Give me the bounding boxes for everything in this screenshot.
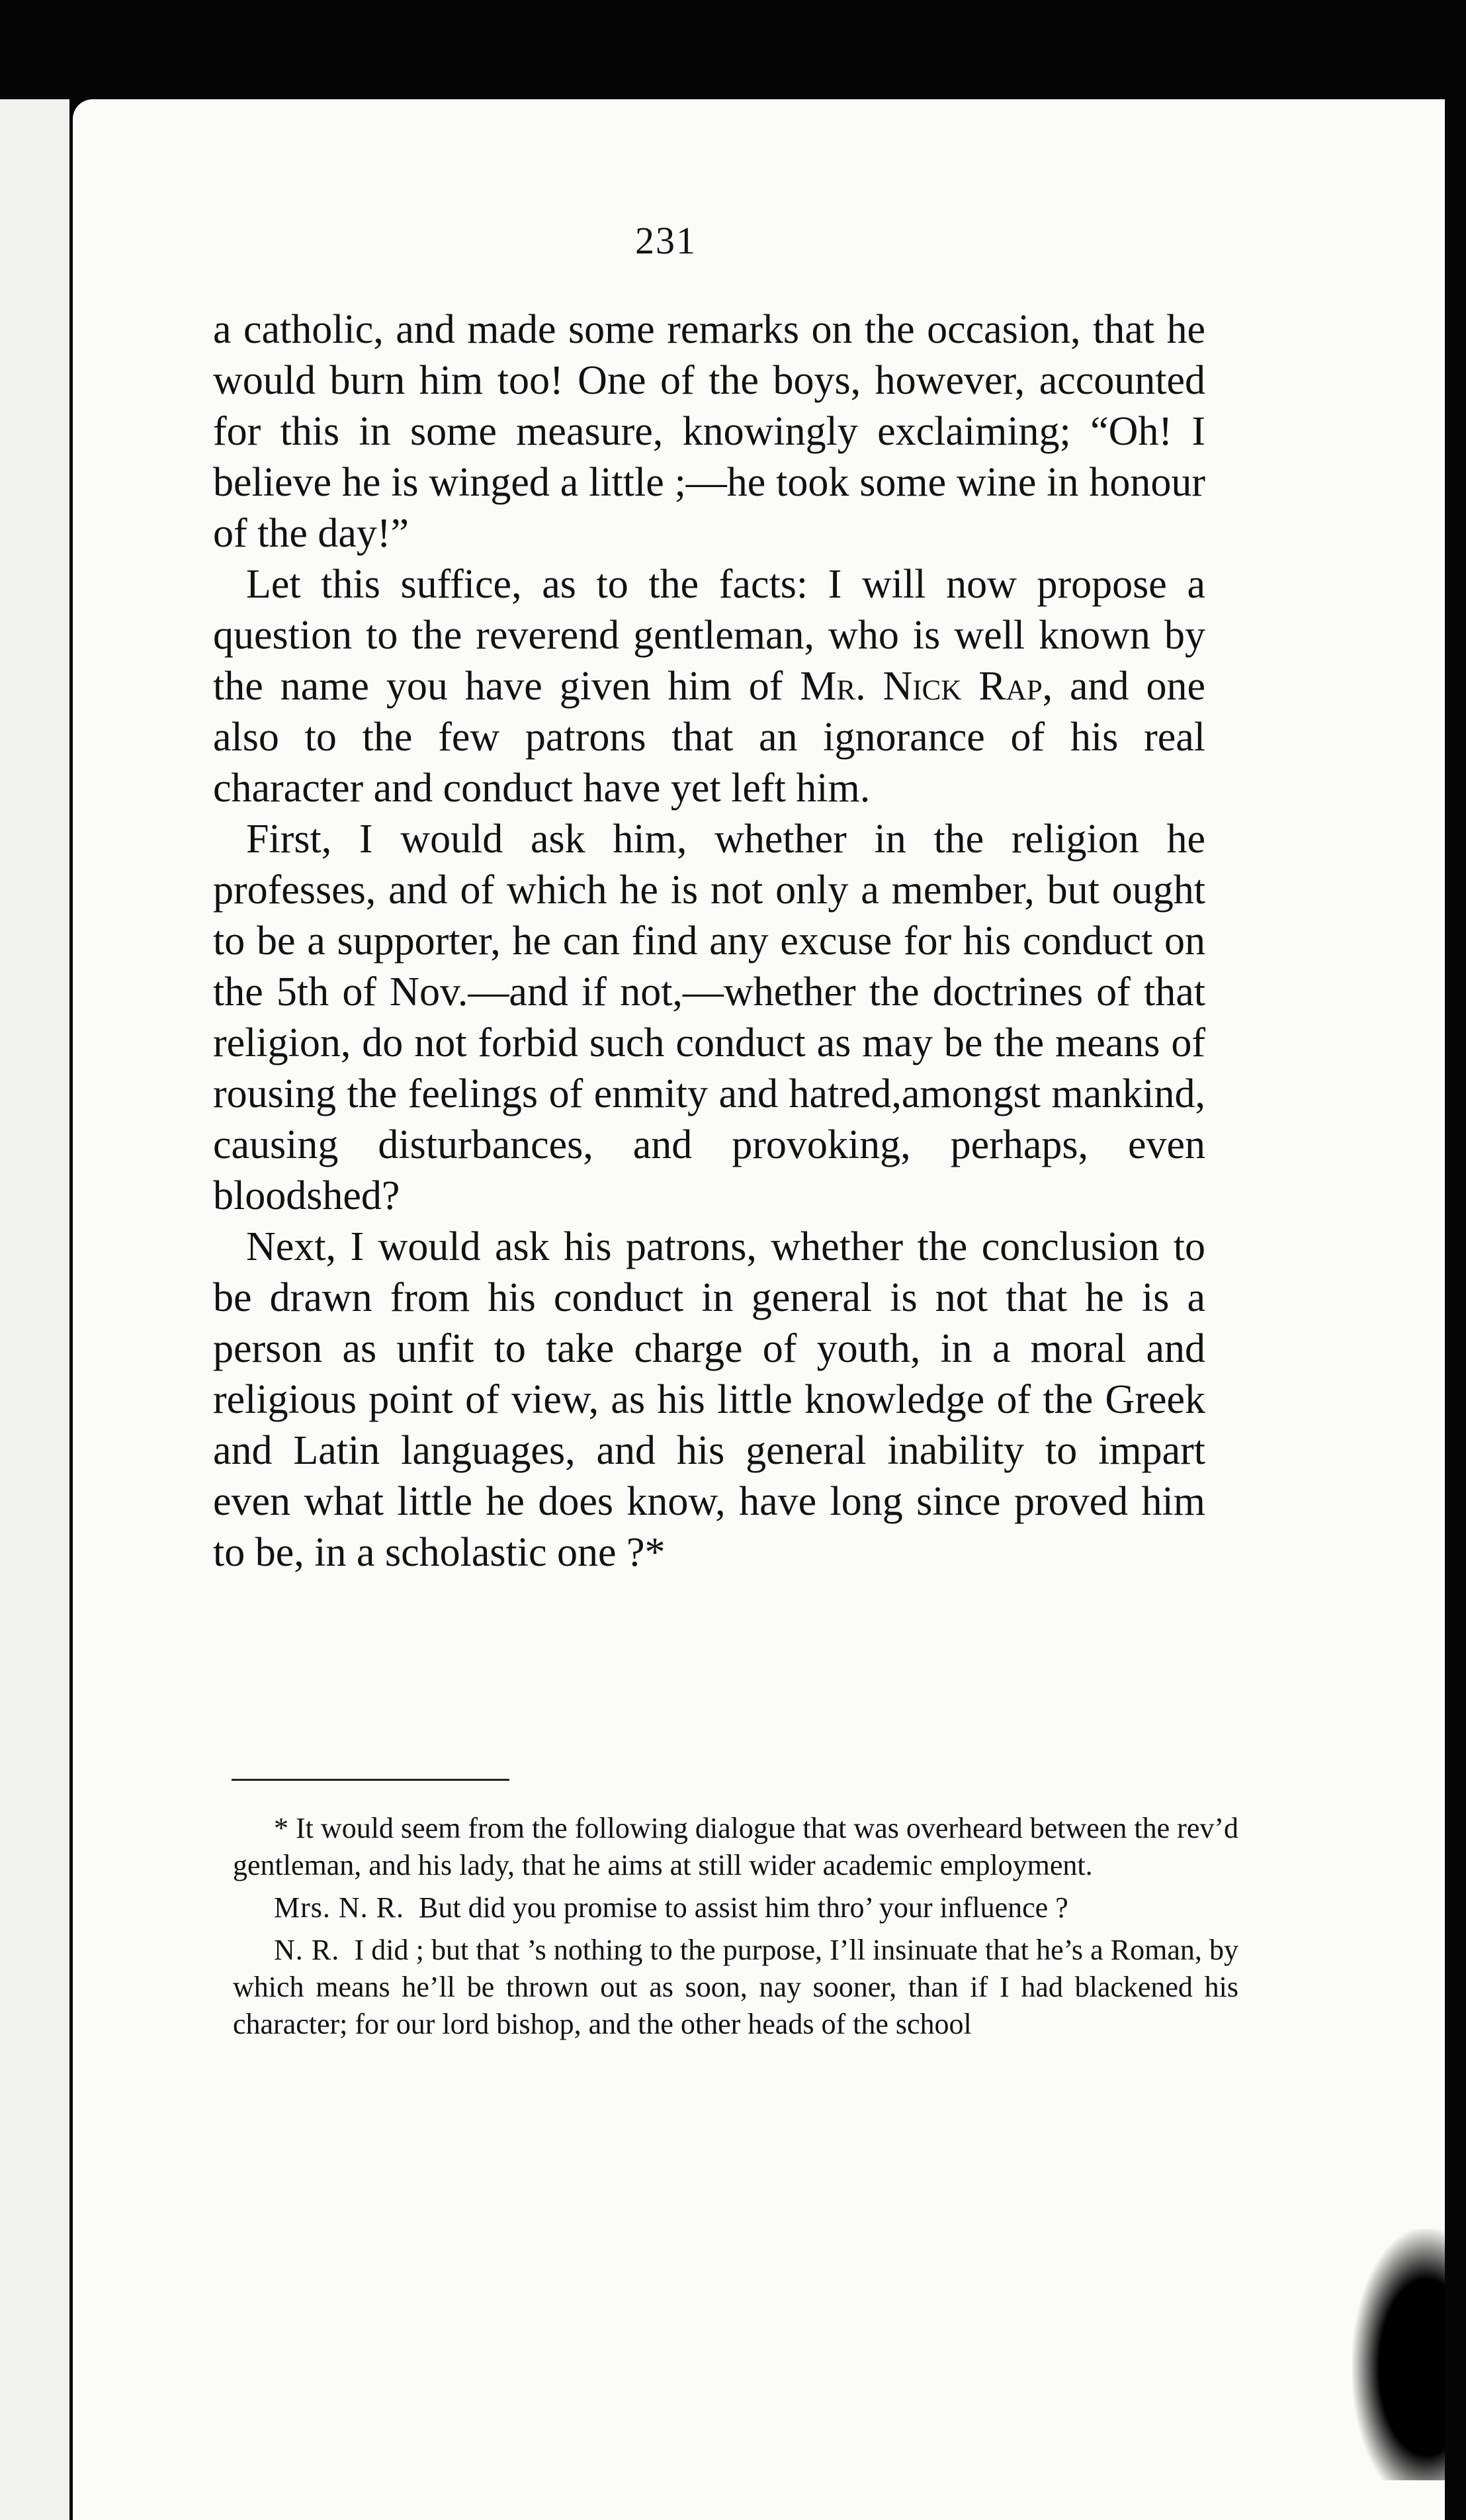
footnote-intro: * It would seem from the following dialogue that was overheard between the rev’d gentleman, and his lady, that he aims at still wider academic employment.	[233, 1812, 1238, 1881]
facing-page-edge	[0, 99, 69, 2520]
paragraph-1: a catholic, and made some remarks on the occasion, that he would burn him too! One of the boys, however, accounted for this in some measure, knowingly exclaiming; “Oh! I believe he is winged a little ;—he took some wine in honour of the day!”	[213, 307, 1205, 556]
footnotes	[233, 1810, 1238, 2048]
paragraph-2-end: , and one also to the few patrons that an ignorance of his real character and conduct have yet left him.	[213, 664, 1205, 811]
dialogue-speaker-2: N. R.	[274, 1934, 340, 1966]
footnote-rule	[232, 1779, 509, 1781]
nickname: Mr. Nick Rap	[800, 664, 1043, 709]
dialogue-text-2: I did ; but that ’s nothing to the purpose, I’ll insinuate that he’s a Roman, by which means he’ll be thrown out as soon, nay sooner, than if I had blackened his character; for our lord bishop, and the other heads of the school	[233, 1934, 1239, 2040]
paragraph-2	[213, 559, 1205, 814]
body-text	[213, 304, 1205, 1578]
dialogue-line-2	[233, 1932, 1238, 2043]
paragraph-2-start: Let this suffice, as to the facts: I will now propose a question to the reverend gentleman, who is well known by the name you have given him of	[213, 562, 1205, 709]
paragraph-4: Next, I would ask his patrons, whether the conclusion to be drawn from his conduct in general is not that he is a person as unfit to take charge of youth, in a moral and religious point of view, as his little knowledge of the Greek and Latin languages, and his general inability to impart even what little he does know, have long since proved him to be, in a scholastic one ?*	[213, 1224, 1205, 1575]
paragraph-3: First, I would ask him, whether in the religion he professes, and of which he is not only a member, but ought to be a supporter, he can find any excuse for his conduct on the 5th of Nov.—and if not,—whether the doctrines of that religion, do not forbid such conduct as may be the means of rousing the feelings of enmity and hatred,amongst mankind, causing disturbances, and provoking, perhaps, even bloodshed?	[213, 817, 1205, 1218]
dialogue-line-1	[233, 1889, 1238, 1926]
page-number: 231	[635, 219, 697, 262]
dialogue-text-1: But did you promise to assist him thro’ your influence ?	[419, 1891, 1068, 1924]
dialogue-speaker-1: Mrs. N. R.	[274, 1891, 405, 1924]
scan-shadow	[1352, 2229, 1445, 2480]
